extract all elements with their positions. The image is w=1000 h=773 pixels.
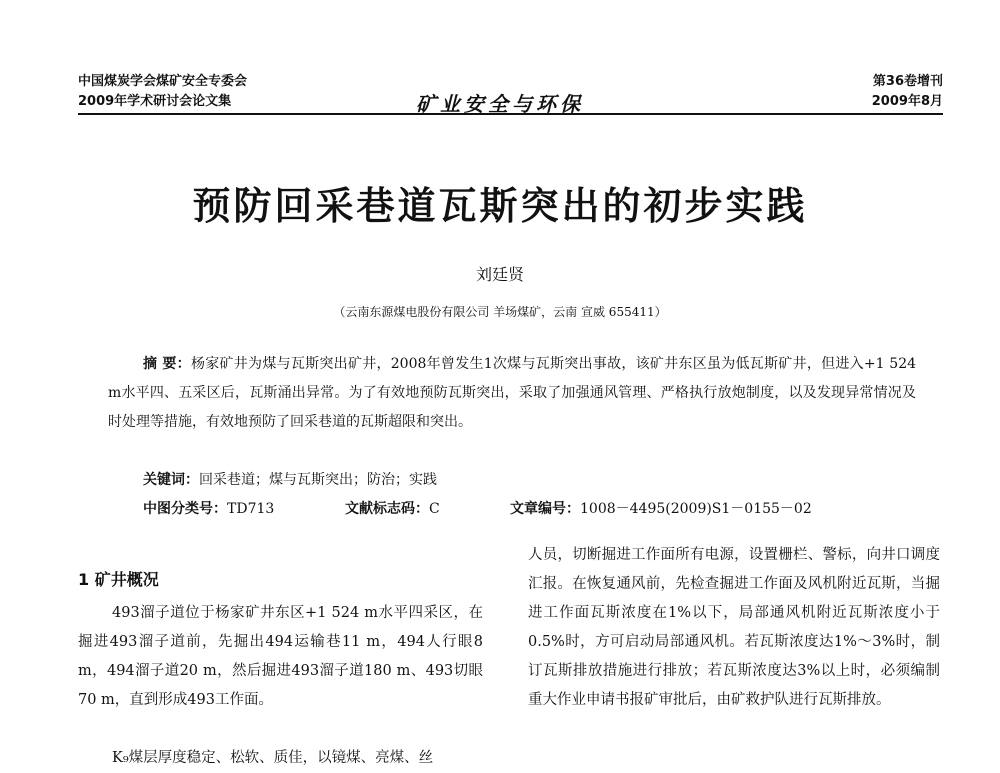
proceedings-name: 2009年学术研讨会论文集 xyxy=(78,94,232,109)
doc-code-label: 文献标志码： xyxy=(345,501,429,517)
header-left xyxy=(78,72,247,112)
article-number xyxy=(510,495,812,524)
abstract-label: 摘 要： xyxy=(143,356,191,372)
keywords-label: 关键词： xyxy=(143,472,199,488)
left-paragraph-2: K₉煤层厚度稳定、松软、质佳，以镜煤、亮煤、丝 xyxy=(112,750,434,766)
clc-number xyxy=(143,495,274,524)
affiliation: （云南东源煤电股份有限公司 羊场煤矿，云南 宣威 655411） xyxy=(333,305,667,319)
header-right xyxy=(872,72,943,112)
keywords-line xyxy=(143,466,437,495)
article-number-label: 文章编号： xyxy=(510,501,580,517)
clc-value: TD713 xyxy=(227,501,275,517)
header-rule xyxy=(78,113,943,115)
journal-name: 矿业安全与环保 xyxy=(416,92,584,116)
paper-title: 预防回采巷道瓦斯突出的初步实践 xyxy=(192,184,808,228)
right-paragraph: 人员，切断掘进工作面所有电源，设置栅栏、警标，向井口调度汇报。在恢复通风前，先检查掘进工作面及风机附近瓦斯，当掘进工作面瓦斯浓度在1%以下，局部通风机附近瓦斯浓度小于0.5%时，方可启动局部通风机。若瓦斯浓度达1%～3%时，制订瓦斯排放措施进行排放；若瓦斯浓度达3%以上时，必须编制重大作业申请书报矿审批后，由矿救护队进行瓦斯排放。 xyxy=(528,547,940,708)
volume-issue: 第36卷增刊 xyxy=(872,74,943,89)
publication-date: 2009年8月 xyxy=(871,94,943,109)
author: 刘廷贤 xyxy=(475,265,524,284)
abstract xyxy=(108,350,916,437)
abstract-text: 杨家矿井为煤与瓦斯突出矿井，2008年曾发生1次煤与瓦斯突出事故，该矿井东区虽为低瓦斯矿井，但进入+1 524 m水平四、五采区后，瓦斯涌出异常。为了有效地预防瓦斯突出，采取了加强通风管理、严格执行放炮制度，以及发现异常情况及时处理等措施，有效地预防了回采巷道的瓦斯超限和突出。 xyxy=(108,356,917,430)
doc-code-value: C xyxy=(429,501,440,517)
conference-name: 中国煤炭学会煤矿安全专委会 xyxy=(78,74,248,89)
section-heading: 1 矿井概况 xyxy=(78,570,159,589)
clc-label: 中图分类号： xyxy=(143,501,227,517)
article-number-value: 1008－4495(2009)S1－0155－02 xyxy=(580,501,812,517)
document-code xyxy=(345,495,440,524)
left-paragraph-1: 493溜子道位于杨家矿井东区+1 524 m水平四采区，在掘进493溜子道前，先掘出494运输巷11 m，494人行眼8 m，494溜子道20 m，然后掘进493溜子道180 m、493切眼70 m，直到形成493工作面。 xyxy=(78,605,483,708)
keywords-value: 回采巷道；煤与瓦斯突出；防治；实践 xyxy=(199,472,437,488)
